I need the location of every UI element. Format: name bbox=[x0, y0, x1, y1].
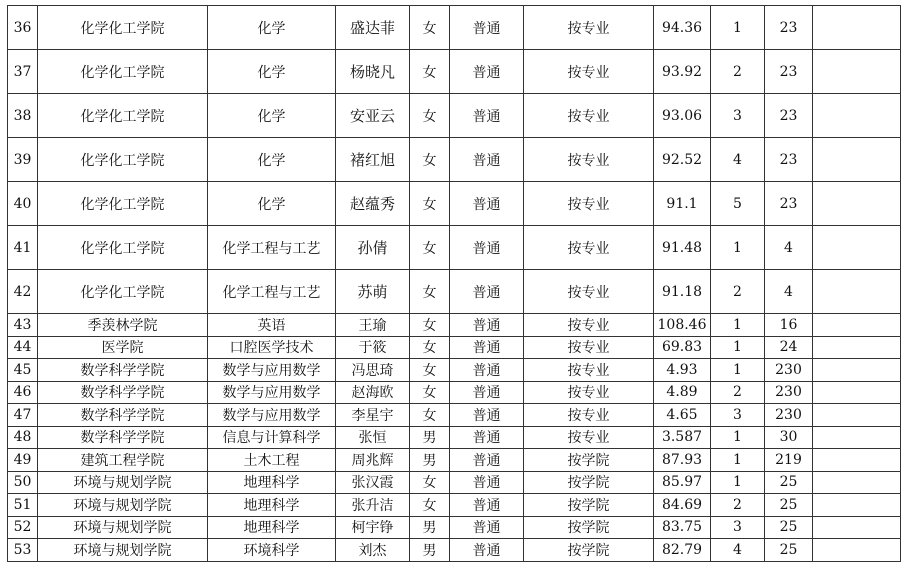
gender-cell: 女 bbox=[410, 6, 450, 50]
note-cell bbox=[813, 138, 901, 182]
total-count-cell: 25 bbox=[765, 494, 813, 517]
college-cell: 数学科学学院 bbox=[38, 404, 208, 427]
score-cell: 93.06 bbox=[654, 94, 711, 138]
ranking-mode-cell: 按专业 bbox=[524, 138, 654, 182]
rank-cell: 1 bbox=[711, 226, 765, 270]
total-count-cell: 23 bbox=[765, 94, 813, 138]
student-name-cell: 刘杰 bbox=[336, 539, 410, 562]
rank-cell: 4 bbox=[711, 138, 765, 182]
major-cell: 数学与应用数学 bbox=[208, 404, 336, 427]
note-cell bbox=[813, 314, 901, 337]
rank-cell: 5 bbox=[711, 182, 765, 226]
rank-cell: 1 bbox=[711, 449, 765, 472]
rank-cell: 3 bbox=[711, 516, 765, 539]
table-row bbox=[8, 94, 901, 138]
table-row bbox=[8, 381, 901, 404]
note-cell bbox=[813, 404, 901, 427]
row-number-cell: 51 bbox=[8, 494, 38, 517]
major-cell: 口腔医学技术 bbox=[208, 336, 336, 359]
score-cell: 3.587 bbox=[654, 426, 711, 449]
category-cell: 普通 bbox=[450, 516, 524, 539]
student-ranking-table bbox=[7, 5, 901, 562]
total-count-cell: 4 bbox=[765, 270, 813, 314]
category-cell: 普通 bbox=[450, 182, 524, 226]
ranking-mode-cell: 按专业 bbox=[524, 336, 654, 359]
table-row bbox=[8, 50, 901, 94]
student-name-cell: 张恒 bbox=[336, 426, 410, 449]
rank-cell: 1 bbox=[711, 336, 765, 359]
student-name-cell: 冯思琦 bbox=[336, 359, 410, 382]
major-cell: 化学 bbox=[208, 50, 336, 94]
major-cell: 英语 bbox=[208, 314, 336, 337]
total-count-cell: 230 bbox=[765, 381, 813, 404]
category-cell: 普通 bbox=[450, 539, 524, 562]
student-name-cell: 柯宇铮 bbox=[336, 516, 410, 539]
note-cell bbox=[813, 494, 901, 517]
college-cell: 化学化工学院 bbox=[38, 182, 208, 226]
row-number-cell: 49 bbox=[8, 449, 38, 472]
row-number-cell: 37 bbox=[8, 50, 38, 94]
table-row bbox=[8, 539, 901, 562]
table-row bbox=[8, 494, 901, 517]
table-body bbox=[8, 6, 901, 562]
total-count-cell: 4 bbox=[765, 226, 813, 270]
gender-cell: 女 bbox=[410, 471, 450, 494]
major-cell: 化学 bbox=[208, 182, 336, 226]
gender-cell: 女 bbox=[410, 182, 450, 226]
row-number-cell: 43 bbox=[8, 314, 38, 337]
rank-cell: 1 bbox=[711, 314, 765, 337]
note-cell bbox=[813, 270, 901, 314]
major-cell: 地理科学 bbox=[208, 516, 336, 539]
total-count-cell: 24 bbox=[765, 336, 813, 359]
score-cell: 108.46 bbox=[654, 314, 711, 337]
score-cell: 84.69 bbox=[654, 494, 711, 517]
major-cell: 环境科学 bbox=[208, 539, 336, 562]
total-count-cell: 23 bbox=[765, 6, 813, 50]
student-name-cell: 孙倩 bbox=[336, 226, 410, 270]
score-cell: 4.93 bbox=[654, 359, 711, 382]
major-cell: 化学 bbox=[208, 94, 336, 138]
student-name-cell: 杨晓凡 bbox=[336, 50, 410, 94]
score-cell: 91.1 bbox=[654, 182, 711, 226]
rank-cell: 3 bbox=[711, 404, 765, 427]
category-cell: 普通 bbox=[450, 6, 524, 50]
college-cell: 环境与规划学院 bbox=[38, 494, 208, 517]
gender-cell: 男 bbox=[410, 539, 450, 562]
rank-cell: 1 bbox=[711, 6, 765, 50]
row-number-cell: 40 bbox=[8, 182, 38, 226]
ranking-mode-cell: 按学院 bbox=[524, 494, 654, 517]
ranking-mode-cell: 按专业 bbox=[524, 426, 654, 449]
gender-cell: 女 bbox=[410, 270, 450, 314]
score-cell: 91.18 bbox=[654, 270, 711, 314]
major-cell: 土木工程 bbox=[208, 449, 336, 472]
row-number-cell: 38 bbox=[8, 94, 38, 138]
ranking-mode-cell: 按专业 bbox=[524, 182, 654, 226]
ranking-mode-cell: 按学院 bbox=[524, 449, 654, 472]
college-cell: 化学化工学院 bbox=[38, 50, 208, 94]
student-name-cell: 张汉霞 bbox=[336, 471, 410, 494]
row-number-cell: 45 bbox=[8, 359, 38, 382]
table-row bbox=[8, 449, 901, 472]
score-cell: 94.36 bbox=[654, 6, 711, 50]
table-row bbox=[8, 314, 901, 337]
row-number-cell: 50 bbox=[8, 471, 38, 494]
row-number-cell: 39 bbox=[8, 138, 38, 182]
rank-cell: 2 bbox=[711, 381, 765, 404]
note-cell bbox=[813, 6, 901, 50]
college-cell: 数学科学学院 bbox=[38, 381, 208, 404]
gender-cell: 女 bbox=[410, 226, 450, 270]
gender-cell: 男 bbox=[410, 516, 450, 539]
rank-cell: 2 bbox=[711, 50, 765, 94]
gender-cell: 男 bbox=[410, 449, 450, 472]
major-cell: 地理科学 bbox=[208, 494, 336, 517]
ranking-mode-cell: 按专业 bbox=[524, 314, 654, 337]
row-number-cell: 53 bbox=[8, 539, 38, 562]
category-cell: 普通 bbox=[450, 226, 524, 270]
score-cell: 4.65 bbox=[654, 404, 711, 427]
score-cell: 82.79 bbox=[654, 539, 711, 562]
college-cell: 季羡林学院 bbox=[38, 314, 208, 337]
college-cell: 数学科学学院 bbox=[38, 359, 208, 382]
table-row bbox=[8, 270, 901, 314]
note-cell bbox=[813, 94, 901, 138]
score-cell: 83.75 bbox=[654, 516, 711, 539]
gender-cell: 女 bbox=[410, 138, 450, 182]
ranking-mode-cell: 按专业 bbox=[524, 270, 654, 314]
total-count-cell: 25 bbox=[765, 516, 813, 539]
score-cell: 69.83 bbox=[654, 336, 711, 359]
note-cell bbox=[813, 359, 901, 382]
total-count-cell: 219 bbox=[765, 449, 813, 472]
category-cell: 普通 bbox=[450, 314, 524, 337]
total-count-cell: 23 bbox=[765, 182, 813, 226]
table-row bbox=[8, 138, 901, 182]
college-cell: 建筑工程学院 bbox=[38, 449, 208, 472]
note-cell bbox=[813, 471, 901, 494]
table-row bbox=[8, 471, 901, 494]
student-name-cell: 于筱 bbox=[336, 336, 410, 359]
major-cell: 数学与应用数学 bbox=[208, 381, 336, 404]
ranking-mode-cell: 按专业 bbox=[524, 359, 654, 382]
row-number-cell: 42 bbox=[8, 270, 38, 314]
table-row bbox=[8, 226, 901, 270]
gender-cell: 女 bbox=[410, 50, 450, 94]
score-cell: 92.52 bbox=[654, 138, 711, 182]
college-cell: 环境与规划学院 bbox=[38, 539, 208, 562]
student-name-cell: 李星宇 bbox=[336, 404, 410, 427]
student-name-cell: 安亚云 bbox=[336, 94, 410, 138]
total-count-cell: 23 bbox=[765, 50, 813, 94]
row-number-cell: 41 bbox=[8, 226, 38, 270]
ranking-mode-cell: 按专业 bbox=[524, 6, 654, 50]
row-number-cell: 47 bbox=[8, 404, 38, 427]
row-number-cell: 48 bbox=[8, 426, 38, 449]
major-cell: 化学工程与工艺 bbox=[208, 226, 336, 270]
table-row bbox=[8, 359, 901, 382]
score-cell: 91.48 bbox=[654, 226, 711, 270]
college-cell: 化学化工学院 bbox=[38, 6, 208, 50]
gender-cell: 女 bbox=[410, 404, 450, 427]
category-cell: 普通 bbox=[450, 381, 524, 404]
total-count-cell: 230 bbox=[765, 359, 813, 382]
student-name-cell: 周兆辉 bbox=[336, 449, 410, 472]
category-cell: 普通 bbox=[450, 426, 524, 449]
total-count-cell: 23 bbox=[765, 138, 813, 182]
ranking-mode-cell: 按专业 bbox=[524, 50, 654, 94]
ranking-mode-cell: 按学院 bbox=[524, 471, 654, 494]
note-cell bbox=[813, 182, 901, 226]
major-cell: 数学与应用数学 bbox=[208, 359, 336, 382]
note-cell bbox=[813, 539, 901, 562]
rank-cell: 2 bbox=[711, 270, 765, 314]
total-count-cell: 16 bbox=[765, 314, 813, 337]
gender-cell: 女 bbox=[410, 359, 450, 382]
ranking-mode-cell: 按学院 bbox=[524, 516, 654, 539]
student-name-cell: 盛达菲 bbox=[336, 6, 410, 50]
total-count-cell: 25 bbox=[765, 471, 813, 494]
ranking-mode-cell: 按专业 bbox=[524, 381, 654, 404]
total-count-cell: 30 bbox=[765, 426, 813, 449]
rank-cell: 4 bbox=[711, 539, 765, 562]
college-cell: 环境与规划学院 bbox=[38, 516, 208, 539]
ranking-mode-cell: 按专业 bbox=[524, 94, 654, 138]
table-row bbox=[8, 404, 901, 427]
college-cell: 化学化工学院 bbox=[38, 94, 208, 138]
major-cell: 信息与计算科学 bbox=[208, 426, 336, 449]
rank-cell: 1 bbox=[711, 359, 765, 382]
college-cell: 化学化工学院 bbox=[38, 226, 208, 270]
student-name-cell: 张升洁 bbox=[336, 494, 410, 517]
college-cell: 数学科学学院 bbox=[38, 426, 208, 449]
rank-cell: 3 bbox=[711, 94, 765, 138]
row-number-cell: 44 bbox=[8, 336, 38, 359]
category-cell: 普通 bbox=[450, 359, 524, 382]
rank-cell: 1 bbox=[711, 426, 765, 449]
major-cell: 化学 bbox=[208, 6, 336, 50]
category-cell: 普通 bbox=[450, 138, 524, 182]
rank-cell: 1 bbox=[711, 471, 765, 494]
score-cell: 4.89 bbox=[654, 381, 711, 404]
major-cell: 化学工程与工艺 bbox=[208, 270, 336, 314]
student-name-cell: 褚红旭 bbox=[336, 138, 410, 182]
category-cell: 普通 bbox=[450, 449, 524, 472]
category-cell: 普通 bbox=[450, 494, 524, 517]
gender-cell: 女 bbox=[410, 94, 450, 138]
gender-cell: 男 bbox=[410, 426, 450, 449]
row-number-cell: 36 bbox=[8, 6, 38, 50]
score-cell: 93.92 bbox=[654, 50, 711, 94]
gender-cell: 女 bbox=[410, 336, 450, 359]
row-number-cell: 46 bbox=[8, 381, 38, 404]
score-cell: 87.93 bbox=[654, 449, 711, 472]
row-number-cell: 52 bbox=[8, 516, 38, 539]
note-cell bbox=[813, 226, 901, 270]
table-row bbox=[8, 336, 901, 359]
note-cell bbox=[813, 516, 901, 539]
major-cell: 地理科学 bbox=[208, 471, 336, 494]
note-cell bbox=[813, 50, 901, 94]
student-name-cell: 王瑜 bbox=[336, 314, 410, 337]
score-cell: 85.97 bbox=[654, 471, 711, 494]
student-name-cell: 赵海欧 bbox=[336, 381, 410, 404]
table-row bbox=[8, 182, 901, 226]
category-cell: 普通 bbox=[450, 50, 524, 94]
total-count-cell: 25 bbox=[765, 539, 813, 562]
major-cell: 化学 bbox=[208, 138, 336, 182]
note-cell bbox=[813, 381, 901, 404]
ranking-mode-cell: 按学院 bbox=[524, 539, 654, 562]
student-name-cell: 赵蕴秀 bbox=[336, 182, 410, 226]
college-cell: 化学化工学院 bbox=[38, 138, 208, 182]
note-cell bbox=[813, 336, 901, 359]
category-cell: 普通 bbox=[450, 94, 524, 138]
college-cell: 环境与规划学院 bbox=[38, 471, 208, 494]
note-cell bbox=[813, 449, 901, 472]
college-cell: 化学化工学院 bbox=[38, 270, 208, 314]
gender-cell: 女 bbox=[410, 314, 450, 337]
student-name-cell: 苏萌 bbox=[336, 270, 410, 314]
rank-cell: 2 bbox=[711, 494, 765, 517]
category-cell: 普通 bbox=[450, 471, 524, 494]
college-cell: 医学院 bbox=[38, 336, 208, 359]
total-count-cell: 230 bbox=[765, 404, 813, 427]
category-cell: 普通 bbox=[450, 336, 524, 359]
category-cell: 普通 bbox=[450, 404, 524, 427]
gender-cell: 女 bbox=[410, 494, 450, 517]
category-cell: 普通 bbox=[450, 270, 524, 314]
table-row bbox=[8, 6, 901, 50]
ranking-mode-cell: 按专业 bbox=[524, 226, 654, 270]
table-row bbox=[8, 426, 901, 449]
note-cell bbox=[813, 426, 901, 449]
table-row bbox=[8, 516, 901, 539]
ranking-mode-cell: 按专业 bbox=[524, 404, 654, 427]
gender-cell: 女 bbox=[410, 381, 450, 404]
